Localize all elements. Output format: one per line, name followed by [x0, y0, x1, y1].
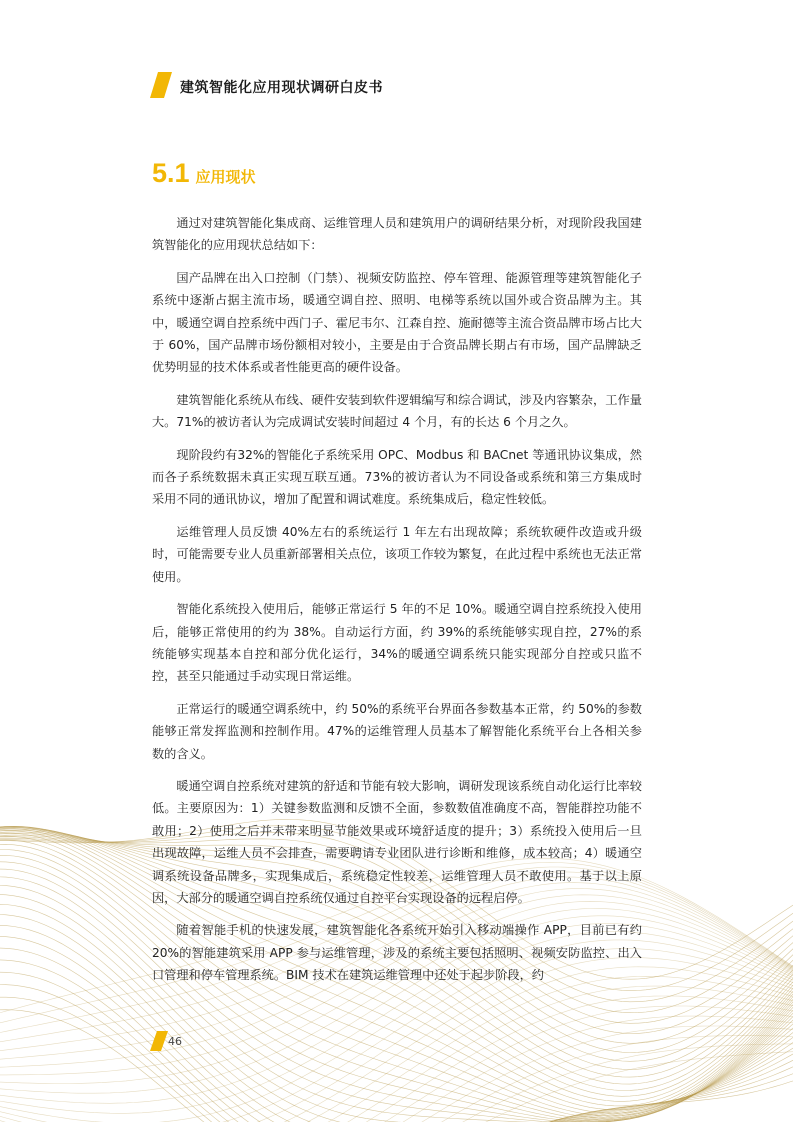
page-number: 46: [168, 1035, 182, 1048]
section-heading: [152, 158, 256, 189]
paragraph: 正常运行的暖通空调系统中，约 50%的系统平台界面各参数基本正常，约 50%的参数能够正常发挥监测和控制作用。47%的运维管理人员基本了解智能化系统平台上各相关参数的含义。: [152, 701, 642, 761]
paragraph: 建筑智能化系统从布线、硬件安装到软件逻辑编写和综合调试，涉及内容繁杂，工作量大。71%的被访者认为完成调试安装时间超过 4 个月，有的长达 6 个月之久。: [152, 392, 642, 430]
header-title: 建筑智能化应用现状调研白皮书: [180, 80, 383, 96]
header-accent-icon: [150, 72, 172, 98]
section-title: 应用现状: [195, 168, 256, 186]
paragraph: 暖通空调自控系统对建筑的舒适和节能有较大影响，调研发现该系统自动化运行比率较低。主要原因为：1）关键参数监测和反馈不全面，参数数值准确度不高，智能群控功能不敢用；2）使用之后并未带来明显节能效果或环境舒适度的提升；3）系统投入使用后一旦出现故障，运维人员不会排查，需要聘请专业团队进行诊断和维修，成本较高；4）暖通空调系统设备品牌多，实现集成后，系统稳定性较差，运维管理人员不敢使用。基于以上原因，大部分的暖通空调自控系统仅通过自控平台实现设备的远程启停。: [152, 778, 642, 905]
footer-accent-icon: [150, 1031, 168, 1051]
section-number: 5.1: [152, 158, 190, 188]
paragraph: 智能化系统投入使用后，能够正常运行 5 年的不足 10%。暖通空调自控系统投入使用后，能够正常使用的约为 38%。自动运行方面，约 39%的系统能够实现自控，27%的系统能够实现基本自控和部分优化运行，34%的暖通空调系统只能实现部分自控或只监不控，甚至只能通过手动实现日常运维。: [152, 602, 642, 684]
paragraph: 运维管理人员反馈 40%左右的系统运行 1 年左右出现故障；系统软硬件改造或升级时，可能需要专业人员重新部署相关点位，该项工作较为繁复，在此过程中系统也无法正常使用。: [152, 524, 642, 584]
paragraph: 现阶段约有32%的智能化子系统采用 OPC、Modbus 和 BACnet 等通讯协议集成，然而各子系统数据未真正实现互联互通。73%的被访者认为不同设备或系统和第三方集成时采用不同的通讯协议，增加了配置和调试难度。系统集成后，稳定性较低。: [152, 447, 642, 507]
paragraph: 国产品牌在出入口控制（门禁）、视频安防监控、停车管理、能源管理等建筑智能化子系统中逐渐占据主流市场，暖通空调自控、照明、电梯等系统以国外或合资品牌为主。其中，暖通空调自控系统中西门子、霍尼韦尔、江森自控、施耐德等主流合资品牌市场占比大于 60%，国产品牌市场份额相对较小，主要是由于合资品牌长期占有市场，国产品牌缺乏优势明显的技术体系或者性能更高的硬件设备。: [152, 270, 642, 375]
body-text: [152, 212, 642, 997]
paragraph: 通过对建筑智能化集成商、运维管理人员和建筑用户的调研结果分析，对现阶段我国建筑智能化的应用现状总结如下：: [152, 216, 642, 253]
paragraph: 随着智能手机的快速发展，建筑智能化各系统开始引入移动端操作 APP，目前已有约 20%的智能建筑采用 APP 参与运维管理，涉及的系统主要包括照明、视频安防监控、出入口管理和停车管理系统。BIM 技术在建筑运维管理中还处于起步阶段，约: [152, 923, 642, 983]
